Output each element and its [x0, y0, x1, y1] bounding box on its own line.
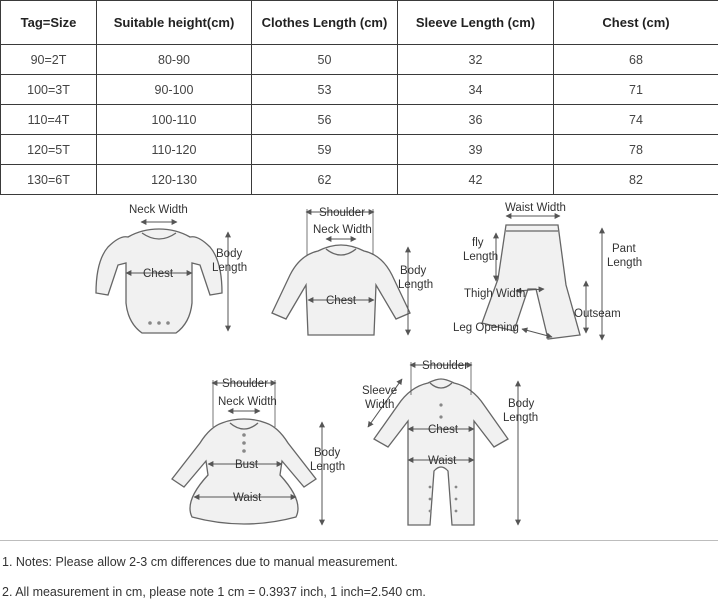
- pants-fly-label: fly: [472, 237, 484, 249]
- table-row: [1, 105, 718, 135]
- pants-waist-width-label: Waist Width: [505, 202, 566, 214]
- jumpsuit-body-label: Body: [508, 398, 535, 410]
- cell-chest: 74: [554, 105, 718, 135]
- header-sleeve-length: Sleeve Length (cm): [398, 1, 554, 45]
- pants-fly-length-label: Length: [463, 251, 499, 263]
- romper-diagram: [96, 229, 222, 333]
- cell-clothes-length: 59: [252, 135, 398, 165]
- dress-diagram: [172, 419, 316, 524]
- header-clothes-length: Clothes Length (cm): [252, 1, 398, 45]
- romper-chest-label: Chest: [143, 268, 174, 280]
- cell-sleeve-length: 36: [398, 105, 554, 135]
- cell-tag-size: 100=3T: [1, 75, 97, 105]
- cell-tag-size: 110=4T: [1, 105, 97, 135]
- table-row: [1, 45, 718, 75]
- dress-body-label: Body: [314, 447, 341, 459]
- shirt-body-label: Body: [400, 265, 427, 277]
- cell-clothes-length: 62: [252, 165, 398, 195]
- cell-height: 90-100: [97, 75, 252, 105]
- pants-outseam-label: Outseam: [574, 308, 621, 320]
- header-suitable-height: Suitable height(cm): [97, 1, 252, 45]
- pants-leg-opening-label: Leg Opening: [453, 322, 519, 334]
- jumpsuit-chest-label: Chest: [428, 424, 459, 436]
- jumpsuit-length-label: Length: [503, 412, 539, 424]
- pants-pant-label: Pant: [612, 243, 636, 255]
- notes-divider: [0, 540, 718, 541]
- jumpsuit-sleeve-label: Sleeve: [362, 385, 398, 397]
- note-tolerance: 1. Notes: Please allow 2-3 cm differences due to manual measurement.: [2, 555, 398, 569]
- table-row: [1, 165, 718, 195]
- cell-height: 110-120: [97, 135, 252, 165]
- romper-body-label: Body: [216, 248, 243, 260]
- dress-shoulder-label: Shoulder: [222, 378, 269, 390]
- pants-thigh-width-label: Thigh Width: [464, 288, 526, 300]
- cell-sleeve-length: 42: [398, 165, 554, 195]
- cell-chest: 82: [554, 165, 718, 195]
- cell-tag-size: 130=6T: [1, 165, 97, 195]
- note-conversion: 2. All measurement in cm, please note 1 cm = 0.3937 inch, 1 inch=2.540 cm.: [2, 585, 426, 599]
- dress-bust-label: Bust: [235, 459, 259, 471]
- notes-section: [0, 540, 718, 599]
- jumpsuit-width-label: Width: [365, 399, 395, 411]
- dress-neck-width-label: Neck Width: [218, 396, 277, 408]
- table-header-row: [1, 1, 718, 45]
- table-row: [1, 135, 718, 165]
- shirt-diagram: [272, 245, 410, 335]
- cell-chest: 78: [554, 135, 718, 165]
- cell-tag-size: 90=2T: [1, 45, 97, 75]
- jumpsuit-shoulder-label: Shoulder: [422, 360, 469, 372]
- pants-pant-length-label: Length: [607, 257, 643, 269]
- dress-length-label: Length: [310, 461, 346, 473]
- header-chest: Chest (cm): [554, 1, 718, 45]
- cell-tag-size: 120=5T: [1, 135, 97, 165]
- shirt-chest-label: Chest: [326, 295, 357, 307]
- shirt-neck-width-label: Neck Width: [313, 224, 372, 236]
- cell-sleeve-length: 32: [398, 45, 554, 75]
- header-tag-size: Tag=Size: [1, 1, 97, 45]
- shirt-shoulder-label: Shoulder: [319, 207, 366, 219]
- dress-waist-label: Waist: [233, 492, 262, 504]
- table-row: [1, 75, 718, 105]
- romper-neck-width-label: Neck Width: [129, 204, 188, 216]
- cell-chest: 68: [554, 45, 718, 75]
- measurement-diagrams: [0, 195, 718, 535]
- cell-clothes-length: 56: [252, 105, 398, 135]
- size-chart-table: [0, 0, 718, 195]
- cell-sleeve-length: 39: [398, 135, 554, 165]
- cell-height: 80-90: [97, 45, 252, 75]
- cell-height: 100-110: [97, 105, 252, 135]
- cell-sleeve-length: 34: [398, 75, 554, 105]
- shirt-length-label: Length: [398, 279, 434, 291]
- cell-height: 120-130: [97, 165, 252, 195]
- cell-clothes-length: 53: [252, 75, 398, 105]
- romper-length-label: Length: [212, 262, 248, 274]
- cell-clothes-length: 50: [252, 45, 398, 75]
- jumpsuit-waist-label: Waist: [428, 455, 457, 467]
- cell-chest: 71: [554, 75, 718, 105]
